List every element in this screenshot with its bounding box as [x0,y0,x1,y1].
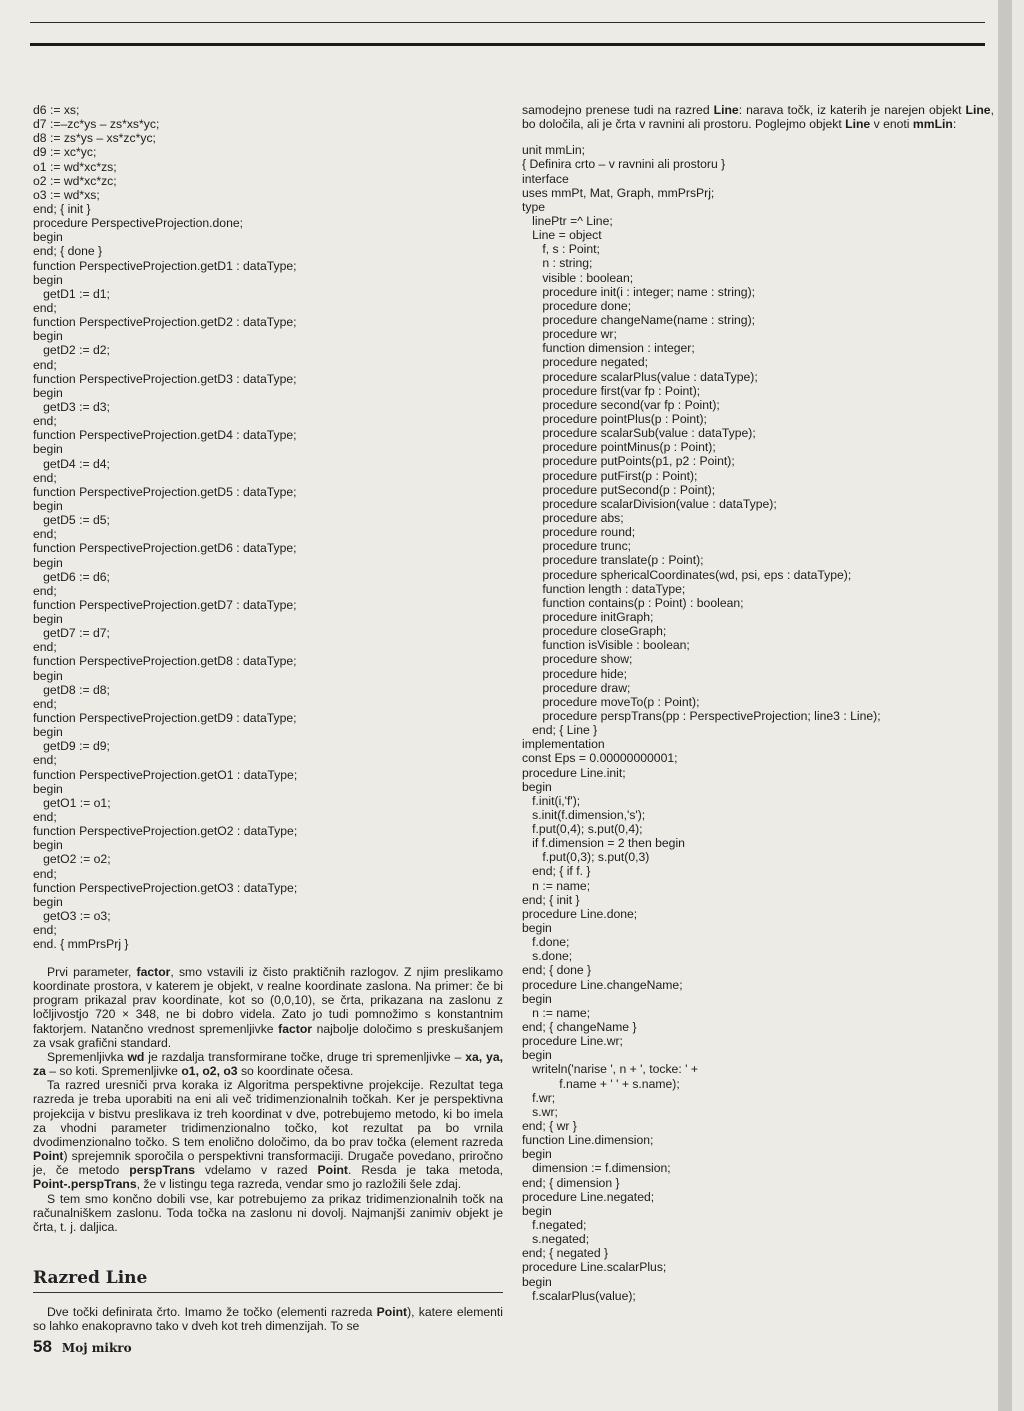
right-code-line: f, s : Point; [522,242,600,257]
left-code-line: end; [33,357,57,372]
left-code-line: begin [33,555,63,570]
right-code-line: f.scalarPlus(value); [522,1288,636,1303]
bold-term: Line [845,117,871,132]
text-run: Spremenljivka [47,1049,128,1064]
right-code-line: procedure pointPlus(p : Point); [522,411,707,426]
left-code-listing [33,103,505,951]
right-code-line: procedure done; [522,298,632,313]
right-code-line: dimension := f.dimension; [522,1161,671,1176]
left-code-line: end; [33,810,57,825]
right-code-line: interface [522,171,569,186]
right-code-line: n : string; [522,256,593,271]
right-code-line: const Eps = 0.00000000001; [522,751,678,766]
body-paragraph [33,1050,503,1078]
left-code-line: getD3 := d3; [33,399,110,414]
left-code-line: getD4 := d4; [33,456,110,471]
left-code-line: end; [33,527,57,542]
left-code-line: begin [33,668,63,683]
right-code-line: procedure wr; [522,327,617,342]
right-code-line: begin [522,779,552,794]
right-code-line: procedure trunc; [522,539,632,554]
text-run: v enoti [870,117,913,132]
bold-term: Line [713,103,739,117]
right-code-line: end; { Line } [522,723,598,738]
right-code-line: f.done; [522,935,570,950]
left-code-line: begin [33,894,63,909]
left-code-line: getO3 := o3; [33,909,111,924]
heading-rule [33,1292,503,1293]
left-code-line: begin [33,725,63,740]
bold-term: perspTrans [129,1163,195,1178]
right-code-line: end; { negated } [522,1246,609,1261]
right-code-line: procedure show; [522,652,633,667]
text-run: , že v listingu tega razreda, vendar smo jo razložili šele zdaj. [136,1177,462,1192]
text-run: – so koti. Spremenljivke [45,1064,182,1079]
body-paragraph [33,1192,503,1234]
right-code-line: procedure first(var fp : Point); [522,383,701,398]
right-code-line: type [522,199,546,214]
right-code-line: s.negated; [522,1232,590,1247]
right-code-line: function contains(p : Point) : boolean; [522,595,744,610]
right-code-line: function length : dataType; [522,581,686,596]
right-code-line: procedure translate(p : Point); [522,553,704,568]
right-code-line: procedure changeName(name : string); [522,313,756,327]
left-code-line: d8 := zs*ys – xs*zc*yc; [33,131,156,146]
left-code-line: function PerspectiveProjection.getO2 : dataType; [33,824,298,839]
left-code-line: end; [33,640,57,655]
right-code-line: procedure Line.scalarPlus; [522,1260,667,1275]
left-code-line: function PerspectiveProjection.getD9 : dataType; [33,711,297,726]
right-code-line: begin [522,921,552,936]
body-paragraph [33,965,503,1050]
text-run: : [952,117,957,132]
left-code-line: begin [33,385,63,400]
page-edge [998,0,1012,1411]
left-code-line: o3 := wd*xs; [33,187,100,202]
right-code-line: procedure sphericalCoordinates(wd, psi, eps : dataType); [522,567,852,582]
top-rule [30,22,985,23]
bold-term: mmLin [912,117,953,132]
right-code-line: procedure second(var fp : Point); [522,397,720,412]
right-code-line: unit mmLin; [522,143,585,158]
bold-term: Line [965,103,991,117]
left-code-line: function PerspectiveProjection.getD6 : dataType; [33,541,297,556]
right-code-line: s.init(f.dimension,'s'); [522,807,646,822]
right-code-line: procedure scalarPlus(value : dataType); [522,369,758,384]
right-code-line: f.put(0,4); s.put(0,4); [522,822,643,837]
right-code-line: begin [522,1048,552,1063]
right-code-line: end; { done } [522,963,592,978]
right-code-line: function isVisible : boolean; [522,638,690,653]
left-code-line: getD2 := d2; [33,343,110,358]
left-code-line: function PerspectiveProjection.getO1 : dataType; [33,767,298,782]
left-code-line: begin [33,612,63,627]
page-number: 58 [33,1337,52,1356]
right-code-line: begin [522,991,552,1006]
right-code-line: f.init(i,'f'); [522,793,581,808]
text-run: Ta razred uresniči prva koraka iz Algoritma perspektivne projekcije. Rezultat tega razreda je treba uporabiti na eni ali več tridimenzionalnih točkah. Ker je perspektivna projekcija v bistvu preslikava iz treh koordinat v dve, potrebujemo metodo, ki bo imela za vhodni parameter tridimenzionalno točko, kot rezultat pa bo vrnila dvodimenzionalno točko. S tem enolično določimo, da bo prav točka (element razreda [33,1078,503,1149]
left-code-line: function PerspectiveProjection.getD3 : dataType; [33,371,297,386]
right-code-line: writeln('narise ', n + ', tocke: ' + [522,1062,698,1077]
left-code-line: end; [33,696,57,711]
left-code-line: begin [33,498,63,513]
left-code-line: function PerspectiveProjection.getD7 : dataType; [33,597,297,612]
right-code-line: procedure init(i : integer; name : string); [522,284,756,299]
right-code-line: procedure scalarDivision(value : dataType); [522,496,777,511]
right-code-line: begin [522,1147,552,1162]
left-code-line: d9 := xc*yc; [33,145,97,160]
right-code-line: Line = object [522,228,602,243]
left-code-line: function PerspectiveProjection.getD8 : dataType; [33,654,297,669]
left-column [33,103,505,951]
right-code-line: { Definira crto – v ravnini ali prostoru } [522,157,726,172]
right-code-listing [522,143,994,1303]
bold-term: factor [136,965,171,979]
left-code-line: function PerspectiveProjection.getD5 : dataType; [33,484,297,499]
text-run: najbolje določimo s preskušanjem za vsak grafični standard. [33,1021,503,1050]
right-code-line: procedure Line.changeName; [522,977,683,992]
magazine-name: Moj mikro [61,1341,132,1355]
left-code-line: begin [33,272,63,287]
right-code-line: procedure putSecond(p : Point); [522,482,716,497]
text-run: , smo vstavili iz čisto praktičnih razlogov. Z njim preslikamo koordinate prostora, v katerem je objekt, v realne koordinate zaslona. Na primer: če bi program prikazal prav koordinate, kot so (0,0,10), se črta, prikazana na zaslonu z ločljivostjo 720 × 348, ne bi dobro videla. Zato jo tudi pomnožimo s konstantnim faktorjem. Natančno vrednost spremenljivke [33,965,503,1036]
right-code-line: procedure Line.negated; [522,1189,655,1204]
left-code-line: end; { done } [33,244,103,259]
right-code-line: procedure Line.init; [522,765,626,780]
right-code-line: implementation [522,737,605,752]
left-code-line: getO2 := o2; [33,852,111,867]
right-code-line: begin [522,1203,552,1218]
left-code-line: begin [33,781,63,796]
right-code-line: uses mmPt, Mat, Graph, mmPrsPrj; [522,185,715,200]
right-code-line: end; { init } [522,892,580,907]
right-code-line: end; { wr } [522,1119,577,1134]
right-code-line: linePtr =^ Line; [522,214,613,229]
text-run: samodejno prenese tudi na razred [522,103,714,117]
right-code-line: procedure closeGraph; [522,624,667,639]
left-code-line: o2 := wd*xc*zc; [33,173,117,188]
right-code-line: procedure abs; [522,510,624,525]
left-code-line: d6 := xs; [33,103,80,117]
right-code-line: visible : boolean; [522,270,634,285]
right-code-line: procedure pointMinus(p : Point); [522,440,716,455]
left-code-line: end; [33,583,57,598]
text-run: vdelamo v razed [195,1163,318,1178]
left-code-line: begin [33,838,63,853]
right-code-line: end; { dimension } [522,1175,620,1190]
right-code-line: f.wr; [522,1090,556,1105]
body-paragraph [33,1078,503,1191]
left-code-line: function PerspectiveProjection.getD1 : dataType; [33,258,297,273]
right-code-line: function Line.dimension; [522,1133,654,1148]
section-intro [33,1305,503,1333]
left-body-text [33,965,503,1234]
section-paragraph [33,1305,503,1333]
left-code-line: end; { init } [33,201,91,216]
left-code-line: function PerspectiveProjection.getO3 : dataType; [33,880,298,895]
text-run: : narava točk, iz katerih je narejen objekt [738,103,966,117]
left-code-line: end; [33,923,57,938]
bold-term: o1, o2, o3 [181,1064,238,1079]
bold-term: Point [376,1305,408,1319]
right-code-line: procedure Line.wr; [522,1034,623,1049]
text-run: Dve točki definirata črto. Imamo že točko (elementi razreda [47,1305,377,1319]
right-code-line: end; { if f. } [522,864,591,879]
right-code-line: procedure putFirst(p : Point); [522,468,698,483]
left-code-line: function PerspectiveProjection.getD4 : dataType; [33,428,297,443]
right-code-line: begin [522,1274,552,1289]
right-code-line: f.put(0,3); s.put(0,3) [522,850,650,865]
right-code-line: procedure putPoints(p1, p2 : Point); [522,454,735,469]
right-intro-text [522,103,994,131]
left-code-line: procedure PerspectiveProjection.done; [33,216,244,231]
left-code-line: getD8 := d8; [33,682,110,697]
right-code-line: n := name; [522,878,591,893]
right-code-line: procedure Line.done; [522,906,638,921]
right-code-line: procedure initGraph; [522,609,654,624]
left-code-line: end; [33,300,57,315]
header-rule [30,43,985,46]
right-code-line: procedure scalarSub(value : dataType); [522,426,756,441]
text-run: ) sprejemnik sporočila o perspektivni transformaciji. Drugače povedano, priročno je, če metodo [33,1149,503,1178]
page-footer [33,1337,132,1357]
right-code-line: n := name; [522,1005,591,1020]
bold-term: xa, ya, za [33,1049,503,1079]
right-code-line: s.wr; [522,1104,558,1119]
bold-term: Point [317,1163,348,1178]
right-code-line: procedure perspTrans(pp : PerspectiveProjection; line3 : Line); [522,708,881,723]
text-run: Prvi parameter, [47,965,137,979]
right-code-line: procedure negated; [522,355,649,370]
right-code-line: function dimension : integer; [522,341,695,356]
left-code-line: getD6 := d6; [33,569,110,584]
right-code-line: f.negated; [522,1218,587,1232]
left-code-line: begin [33,329,63,344]
left-code-line: getD1 := d1; [33,286,110,301]
left-code-line: getD7 := d7; [33,626,110,641]
left-code-line: d7 :=–zc*ys – zs*xs*yc; [33,117,160,132]
right-code-line: s.done; [522,949,573,964]
text-run: so koordinate očesa. [237,1064,354,1079]
left-code-line: end; [33,753,57,768]
right-code-line: end; { changeName } [522,1020,637,1035]
bold-term: factor [278,1021,313,1036]
right-code-line: procedure draw; [522,680,631,695]
left-code-line: end; [33,866,57,881]
text-run: . Resda je taka metoda, [347,1163,503,1178]
text-run: je razdalja transformirane točke, druge tri spremenljivke – [144,1049,466,1064]
left-code-line: end. { mmPrsPrj } [33,937,129,952]
right-code-line: procedure moveTo(p : Point); [522,694,700,709]
text-run: , bo določila, ali je črta v ravnini ali prostoru. Poglejmo objekt [522,103,994,132]
left-code-line: begin [33,230,63,245]
left-code-line: o1 := wd*xc*zs; [33,159,117,174]
right-code-line: f.name + ' ' + s.name); [522,1076,680,1091]
text-run: ), katere elementi so lahko enakopravno tako v dveh kot treh dimenzijah. To se [33,1305,503,1334]
text-run: S tem smo končno dobili vse, kar potrebujemo za prikaz tridimenzionalnih točk na računalniškem zaslonu. Toda točka na zaslonu ni dovolj. Najmanjši zanimiv objekt je črta, t. j. daljica. [33,1191,503,1234]
left-code-line: end; [33,414,57,429]
left-code-line: getO1 := o1; [33,795,111,810]
left-code-line: getD5 := d5; [33,513,110,528]
right-column [522,103,994,1303]
left-code-line: function PerspectiveProjection.getD2 : dataType; [33,315,297,330]
right-code-line: procedure round; [522,525,636,540]
bold-term: Point-.perspTrans [33,1177,137,1192]
right-code-line: if f.dimension = 2 then begin [522,836,685,851]
left-code-line: getD9 := d9; [33,739,110,754]
section-heading: Razred Line [33,1268,148,1288]
left-code-line: begin [33,442,63,457]
bold-term: Point [33,1149,64,1164]
left-code-line: end; [33,470,57,485]
bold-term: wd [127,1049,145,1064]
right-code-line: procedure hide; [522,666,628,681]
